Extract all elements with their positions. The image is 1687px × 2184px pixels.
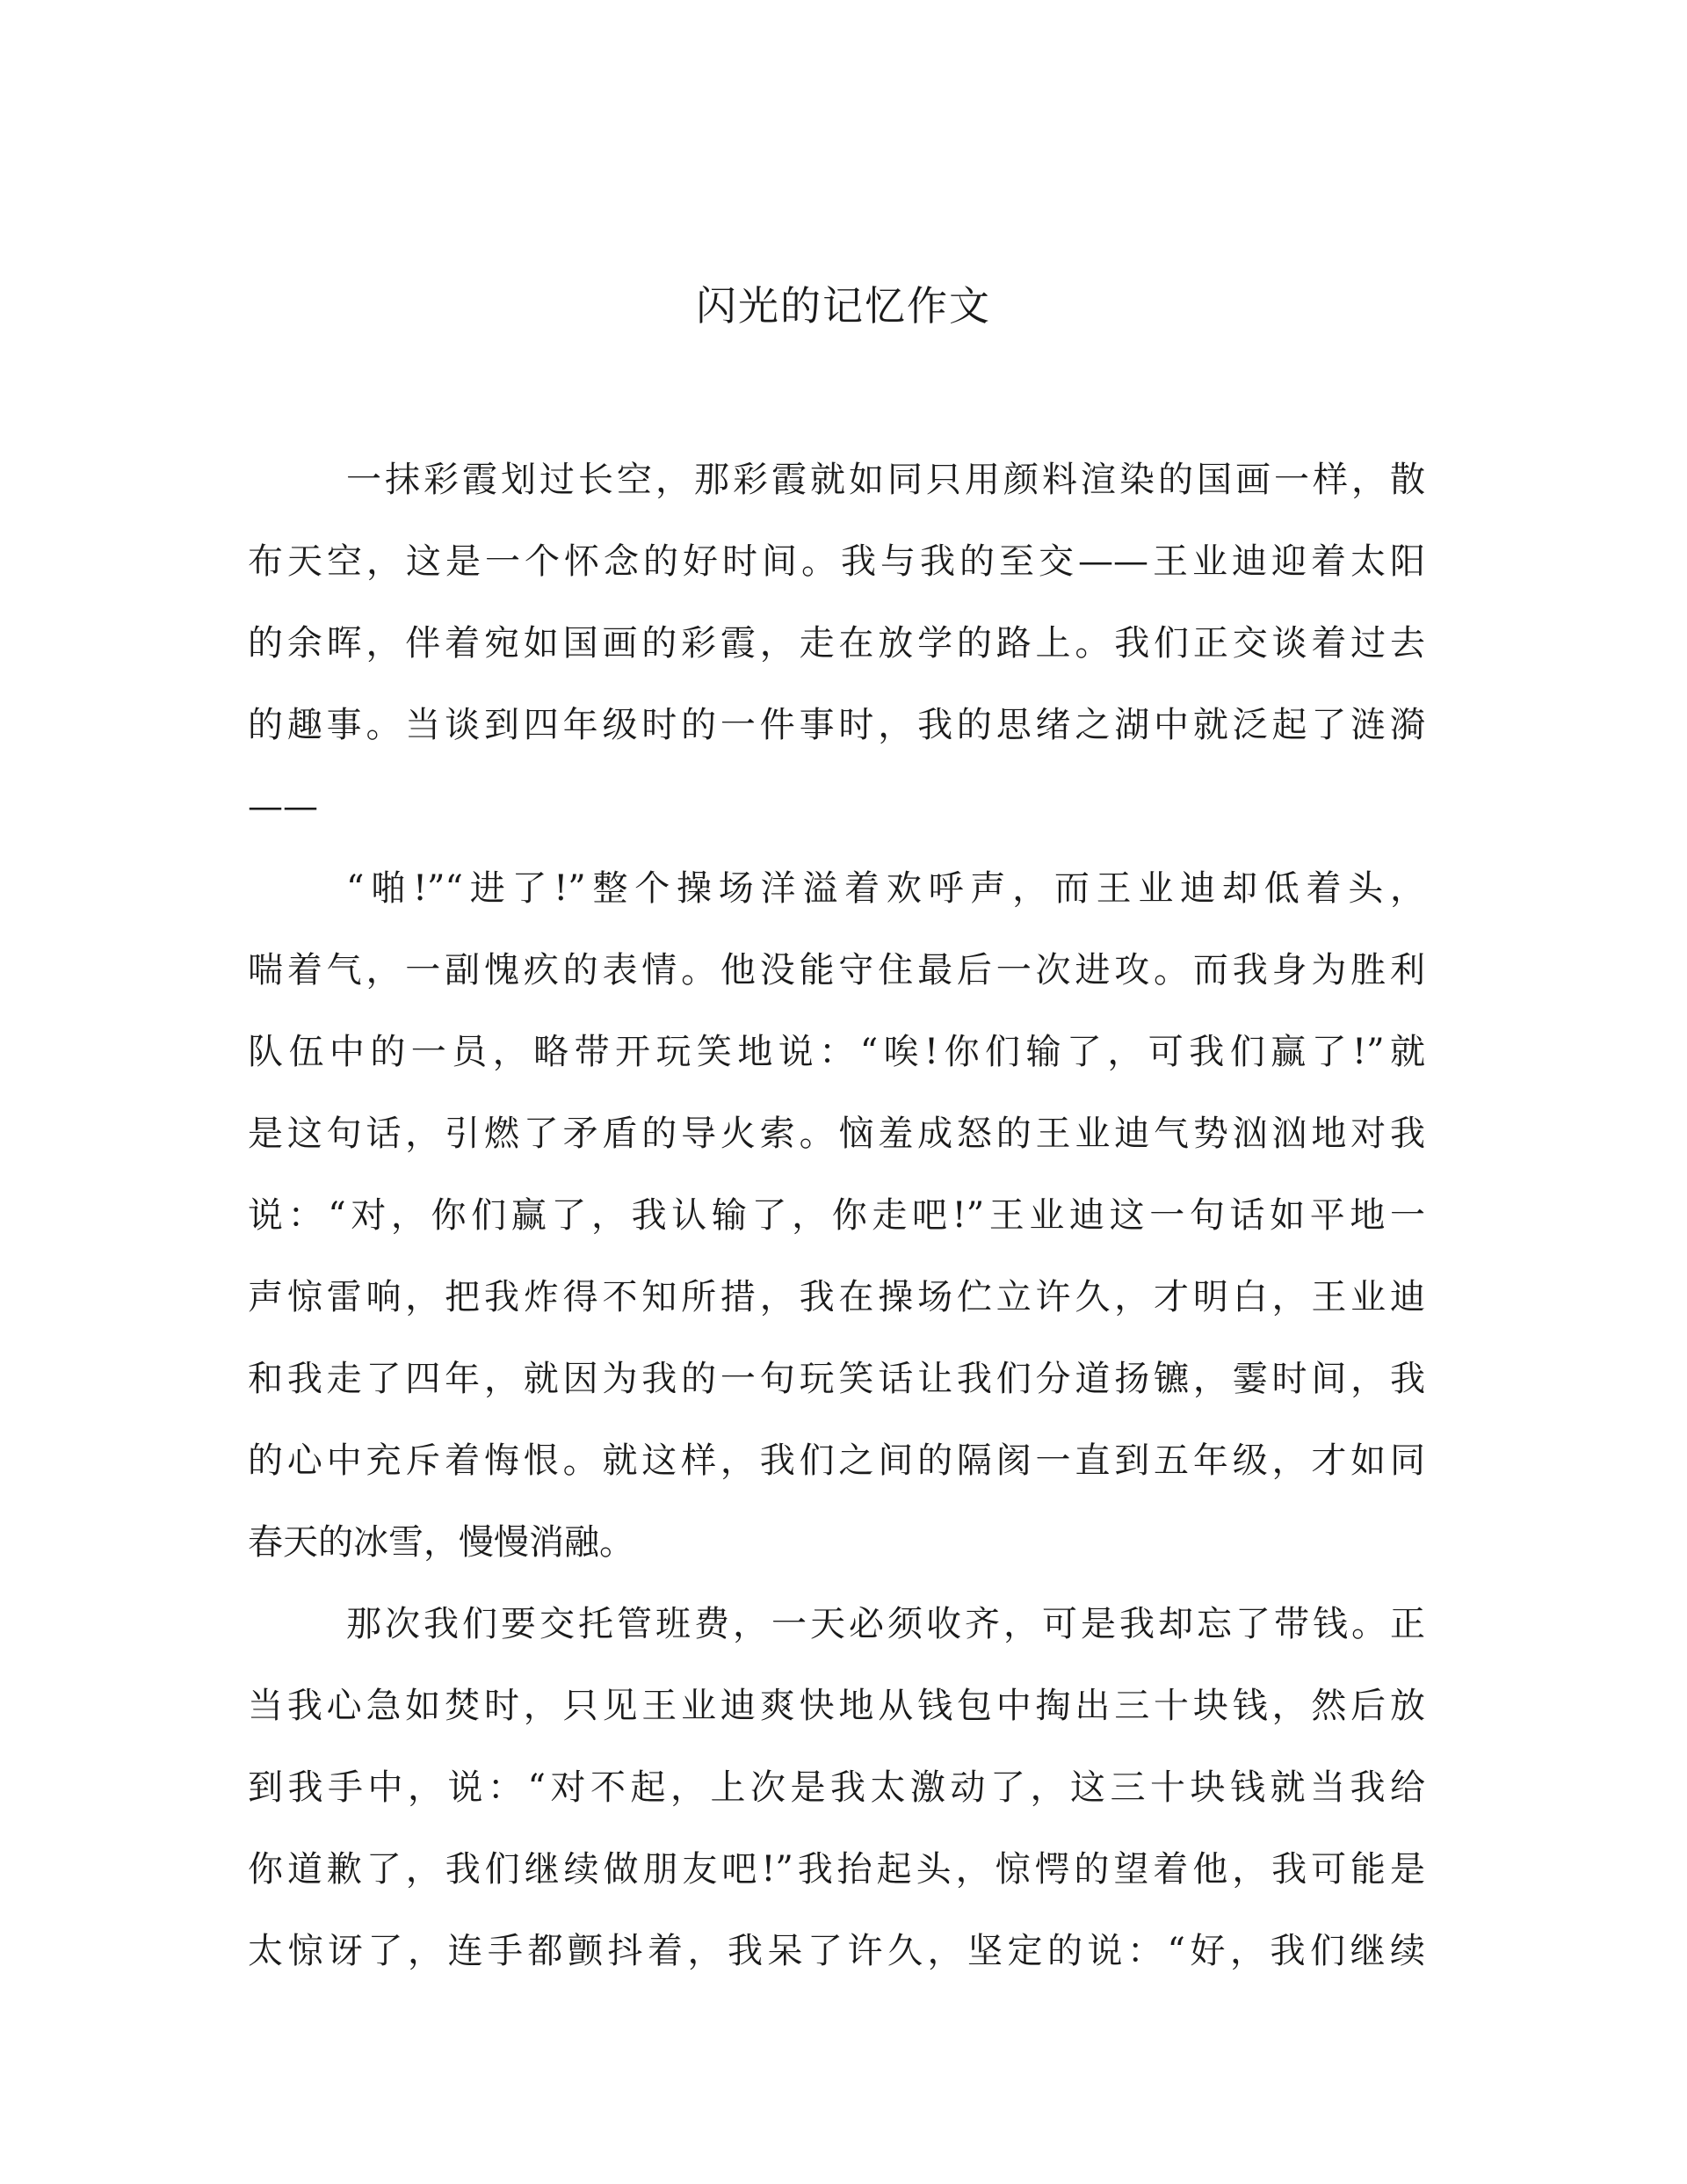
- text-line: 是这句话，引燃了矛盾的导火索。恼羞成怒的王业迪气势汹汹地对我: [248, 1114, 1425, 1154]
- text-line: 声惊雷响，把我炸得不知所措，我在操场伫立许久，才明白，王业迪: [248, 1277, 1425, 1317]
- text-line: 你道歉了，我们继续做朋友吧!”我抬起头，惊愕的望着他，我可能是: [248, 1849, 1425, 1890]
- text-line: 和我走了四年，就因为我的一句玩笑话让我们分道扬镳，霎时间，我: [248, 1359, 1425, 1399]
- text-line: 春天的冰雪，慢慢消融。: [248, 1522, 634, 1563]
- text-line: 喘着气，一副愧疚的表情。他没能守住最后一次进攻。而我身为胜利: [248, 950, 1425, 990]
- text-line: 说：“对，你们赢了，我认输了，你走吧!”王业迪这一句话如平地一: [248, 1195, 1425, 1236]
- text-line: 队伍中的一员，略带开玩笑地说：“唉!你们输了，可我们赢了!”就: [248, 1032, 1425, 1072]
- text-line: “啪!”“进了!”整个操场洋溢着欢呼声，而王业迪却低着头，: [346, 868, 1425, 909]
- text-line: 的趣事。当谈到四年级时的一件事时，我的思绪之湖中就泛起了涟漪: [248, 705, 1425, 745]
- text-line: 那次我们要交托管班费，一天必须收齐，可是我却忘了带钱。正: [346, 1604, 1425, 1644]
- text-line: 的余晖，伴着宛如国画的彩霞，走在放学的路上。我们正交谈着过去: [248, 623, 1425, 664]
- document-title: 闪光的记忆作文: [696, 282, 991, 330]
- text-line: 太惊讶了，连手都颤抖着，我呆了许久，坚定的说：“好，我们继续: [248, 1931, 1425, 1971]
- text-line: 布天空，这是一个怀念的好时间。我与我的至交——王业迪迎着太阳: [248, 541, 1425, 582]
- text-line: ——: [248, 787, 318, 827]
- text-line: 到我手中，说：“对不起，上次是我太激动了，这三十块钱就当我给: [248, 1767, 1425, 1808]
- essay-body: [248, 439, 1425, 1992]
- text-line: 一抹彩霞划过长空，那彩霞就如同只用颜料渲染的国画一样，散: [346, 460, 1425, 500]
- text-line: 当我心急如焚时，只见王业迪爽快地从钱包中掏出三十块钱，然后放: [248, 1686, 1425, 1726]
- text-line: 的心中充斥着悔恨。就这样，我们之间的隔阂一直到五年级，才如同: [248, 1440, 1425, 1481]
